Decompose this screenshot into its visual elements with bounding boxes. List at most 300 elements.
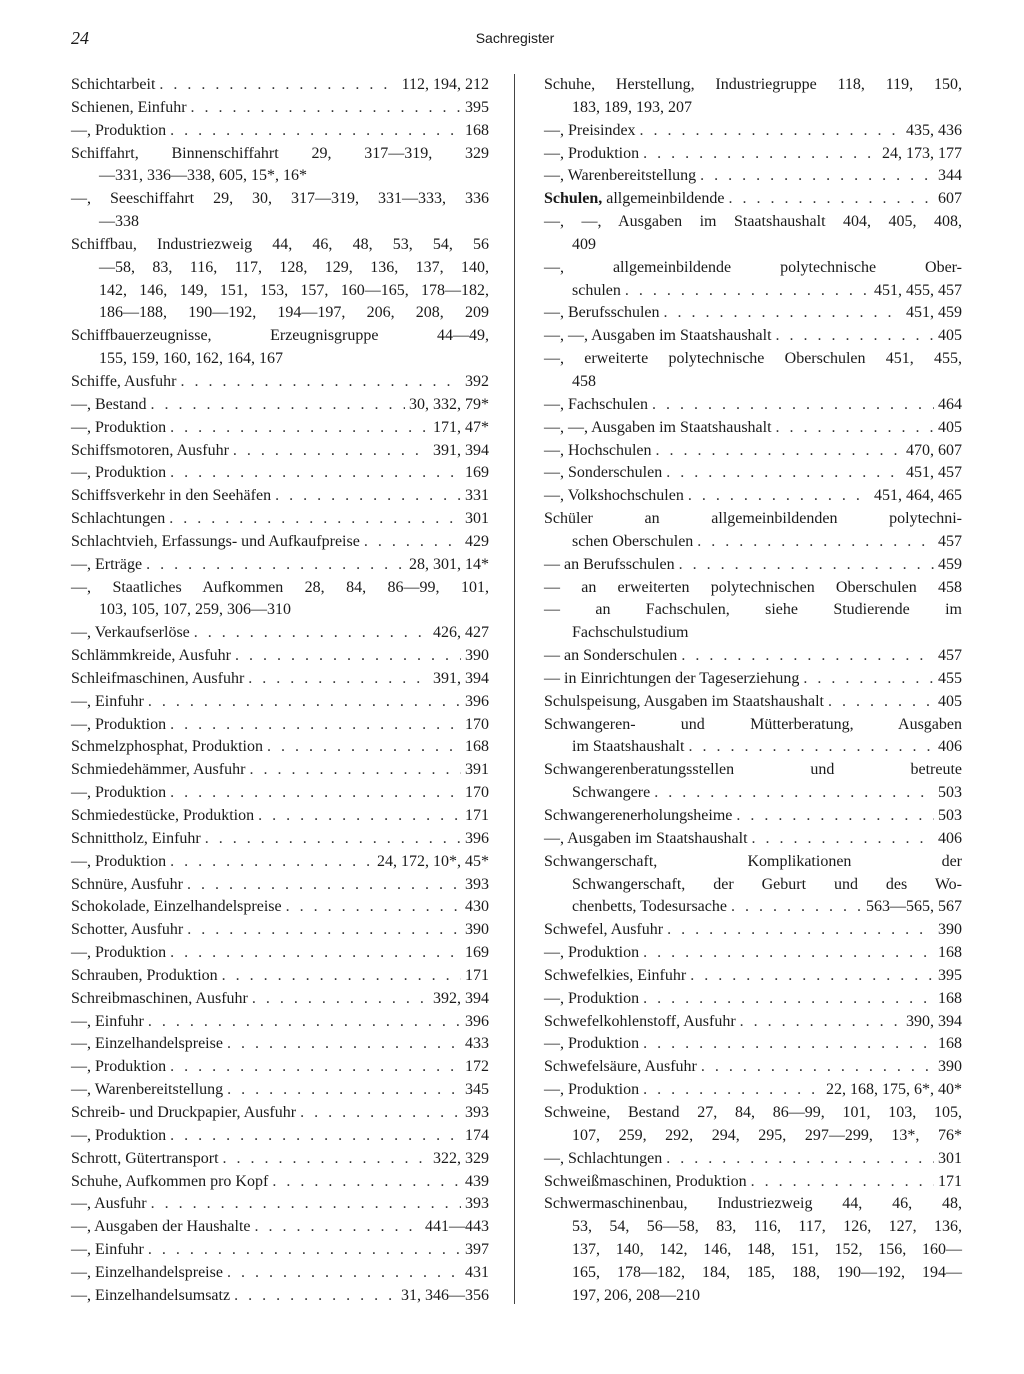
index-term: Schwefelkies, Einfuhr [544,966,687,984]
page-references: 429 [465,532,489,550]
index-entry [71,371,489,394]
index-term: Schiffe, Ausfuhr [71,372,177,390]
index-term: —, Einfuhr [71,692,144,710]
index-entry [71,325,489,371]
index-entry-continuation [544,531,962,554]
page-references: 171 [938,1172,962,1190]
index-term: —, Produktion [544,144,640,162]
dot-leader [654,782,934,805]
index-entry-line [71,1171,489,1194]
index-term: Schleifmaschinen, Ausfuhr [71,669,245,687]
index-entry-continuation [544,874,962,897]
index-term: Schwefelsäure, Ausfuhr [544,1058,697,1076]
dot-leader [828,691,934,714]
page-references: 170 [465,784,489,802]
dot-leader [170,851,373,874]
index-entry-continuation [544,97,962,120]
index-entry [544,988,962,1011]
index-entry-line [544,143,962,166]
index-term: 103, 105, 107, 259, 306—310 [99,601,291,619]
index-entry [71,1171,489,1194]
index-term: —, Produktion [544,1081,640,1099]
index-term: Schwefelkohlenstoff, Ausfuhr [544,1012,736,1030]
index-term: 197, 206, 208—210 [572,1286,700,1304]
index-entry [544,165,962,188]
index-entry-line [544,691,962,714]
index-term: Schwangerenerholungsheime [544,807,733,824]
dot-leader [235,645,461,668]
index-entry [544,691,962,714]
index-entry-line [71,645,489,668]
page-references: 174 [465,1126,489,1144]
page-references: 405 [938,692,962,710]
index-entry-line [71,417,489,440]
dot-leader [170,1125,461,1148]
index-term: Schichtarbeit [71,76,156,93]
index-term: —, Fachschulen [544,395,648,413]
index-entry-line [544,417,962,440]
index-entry-line [71,805,489,828]
dot-leader [222,965,461,988]
index-entry-line [544,554,962,577]
index-entry-line [71,188,489,211]
index-entry [544,188,962,211]
index-entry [71,782,489,805]
page-references: 451, 457 [906,464,962,482]
dot-leader [191,97,461,120]
index-term: Schreib- und Druckpapier, Ausfuhr [71,1103,297,1121]
dot-leader [643,988,934,1011]
index-entry-line [71,919,489,942]
index-entry-line [71,1102,489,1125]
index-term: —338 [99,213,139,231]
index-entry-line [544,805,962,828]
dot-leader [667,919,934,942]
index-term: Schwefel, Ausfuhr [544,921,664,939]
page-references: 168 [465,121,489,139]
index-entry-line [544,1148,962,1171]
index-term: Schulspeisung, Ausgaben im Staatshaushalt [544,692,824,710]
index-entry-line [544,348,962,371]
index-entry-line [544,211,962,234]
index-entry [71,736,489,759]
index-entry [544,714,962,760]
page-references: 169 [465,464,489,482]
dot-leader [223,1148,429,1171]
index-entry [71,965,489,988]
index-entry [71,143,489,189]
dot-leader [169,508,461,531]
index-term: Schwangerenberatungsstellen und betreute [544,761,962,779]
index-entry-continuation [544,234,962,257]
index-term: —58, 83, 116, 117, 128, 129, 136, 137, 140, [99,258,489,276]
index-entry-line [544,599,962,622]
index-entry [71,942,489,965]
index-entry-continuation [544,736,962,759]
index-entry-line [544,462,962,485]
index-term: —, Einzelhandelspreise [71,1263,223,1281]
page-references: 390 [465,921,489,939]
index-term: — an erweiterten polytechnischen Oberschulen 458 [544,578,962,596]
index-term: schen Oberschulen [572,532,694,550]
index-entry [71,874,489,897]
dot-leader [728,188,934,211]
index-entry [544,302,962,325]
dot-leader [776,417,934,440]
dot-leader [159,74,397,97]
dot-leader [234,1285,397,1308]
index-term: —, Seeschiffahrt 29, 30, 317—319, 331—333, 336 [71,190,489,208]
page-references: 393 [465,875,489,893]
index-entry-line [71,508,489,531]
index-entry-continuation [544,896,962,919]
page-references: 503 [938,807,962,824]
page-references: 301 [465,510,489,528]
index-term: Schweine, Bestand 27, 84, 86—99, 101, 103, 105, [544,1103,962,1121]
page-references: 169 [465,944,489,962]
page-references: 322, 329 [433,1149,489,1167]
index-term: Schlachtungen [71,510,166,528]
index-entry [544,120,962,143]
dot-leader [180,371,461,394]
index-entry-continuation [544,1262,962,1285]
index-entry-continuation [71,348,489,371]
index-entry [71,1079,489,1102]
index-entry-continuation [544,782,962,805]
page-references: 24, 172, 10*, 45* [377,852,489,870]
index-entry [544,1033,962,1056]
index-entry-line [544,302,962,325]
dot-leader [151,1193,461,1216]
dot-leader [249,759,461,782]
index-term: —, Bestand [71,395,147,413]
page-references: 24, 173, 177 [882,144,962,162]
dot-leader [752,828,934,851]
page-references: 392 [465,372,489,390]
dot-leader [679,554,934,577]
index-column-left [71,74,489,1308]
index-entry [71,74,489,97]
index-entry-line [71,1056,489,1079]
page-references: 396 [465,692,489,710]
page-references: 171 [465,966,489,984]
index-entry-line [71,965,489,988]
dot-leader [227,1033,461,1056]
index-term: Schuhe, Aufkommen pro Kopf [71,1172,269,1190]
index-entry [544,668,962,691]
index-entry-continuation [71,165,489,188]
index-entry-line [71,668,489,691]
page-references: 396 [465,829,489,847]
index-entry [544,942,962,965]
index-term: —, Staatliches Aufkommen 28, 84, 86—99, 101, [71,578,489,596]
page-references: 391 [465,761,489,779]
dot-leader [300,1102,461,1125]
page-number: 24 [71,28,89,48]
index-entry [71,1285,489,1308]
index-entry-continuation [544,622,962,645]
page-references: 390 [938,921,962,939]
index-entry [544,805,962,828]
index-term: Schwermaschinenbau, Industriezweig 44, 46, 48, [544,1195,962,1213]
dot-leader [643,1079,822,1102]
index-entry-line [71,1239,489,1262]
dot-leader [643,942,934,965]
index-entry [544,325,962,348]
index-entry [71,1102,489,1125]
index-entry [544,508,962,554]
index-term: Schiffbauerzeugnisse, Erzeugnisgruppe 44—49, [71,327,489,345]
dot-leader [170,942,461,965]
index-entry-line [71,371,489,394]
page-references: 393 [465,1195,489,1213]
index-term: chenbetts, Todesursache [572,898,727,916]
page-references: 430 [465,898,489,916]
dot-leader [640,120,902,143]
index-entry-line [544,325,962,348]
dot-leader [275,485,461,508]
index-entry-line [71,736,489,759]
page-references: 170 [465,715,489,733]
index-entry-line [544,508,962,531]
index-term: —, Einzelhandelsumsatz [71,1286,231,1304]
page-references: 405 [938,418,962,436]
dot-leader [170,1056,461,1079]
index-term: 155, 159, 160, 162, 164, 167 [99,350,283,368]
dot-leader [740,1011,902,1034]
index-entry-line [544,1102,962,1125]
index-entry-line [71,1285,489,1308]
dot-leader [803,668,934,691]
index-entry [544,485,962,508]
index-entry-line [71,234,489,257]
index-entry [544,1171,962,1194]
index-entry-line [71,782,489,805]
dot-leader [255,1216,421,1239]
dot-leader [170,462,461,485]
index-entry-line [544,120,962,143]
index-entry-line [71,462,489,485]
index-entry [544,599,962,645]
index-term: Schwangere [572,784,651,802]
index-entry [544,1193,962,1307]
page-references: 397 [465,1241,489,1259]
index-entry [71,440,489,463]
index-term: —, Produktion [71,418,167,436]
dot-leader [690,965,934,988]
index-term: 183, 189, 193, 207 [572,98,692,116]
index-entry-line [71,1148,489,1171]
page-references: 431 [465,1263,489,1281]
index-entry [71,462,489,485]
index-term: —, Produktion [544,1035,640,1053]
dot-leader [681,645,934,668]
index-term: —, erweiterte polytechnische Oberschulen 451, 455, [544,350,962,368]
index-entry-line [71,120,489,143]
index-entry-line [71,577,489,600]
index-entry [544,554,962,577]
dot-leader [688,485,870,508]
index-term: —, Volkshochschulen [544,487,684,505]
index-term: im Staatshaushalt [572,738,685,756]
index-entry [71,1011,489,1034]
index-term: —, —, Ausgaben im Staatshaushalt [544,327,772,345]
index-entry [544,440,962,463]
index-entry [71,485,489,508]
index-term-rest: allgemeinbildende [606,190,725,208]
index-term: —, Produktion [544,989,640,1007]
dot-leader [146,554,405,577]
index-entry [71,188,489,234]
index-entry-line [71,1011,489,1034]
index-entry-line [71,485,489,508]
page-references: 395 [938,966,962,984]
index-term: —, —, Ausgaben im Staatshaushalt 404, 405, 408, [544,213,962,231]
index-entry-line [544,851,962,874]
index-term: 165, 178—182, 184, 185, 188, 190—192, 194— [572,1263,962,1281]
index-column-right [544,74,962,1308]
dot-leader [666,462,902,485]
dot-leader [227,1262,461,1285]
index-term [544,188,724,211]
dot-leader [227,1079,461,1102]
index-entry [71,531,489,554]
index-entry [71,1033,489,1056]
page-references: 441—443 [425,1218,489,1236]
page-references: 451, 464, 465 [874,487,962,505]
index-entry-line [544,1033,962,1056]
index-entry [544,1079,962,1102]
index-entry-line [71,1033,489,1056]
index-entry-line [71,691,489,714]
page-references: 393 [465,1103,489,1121]
index-entry-continuation [71,302,489,325]
index-entry-line [544,1193,962,1216]
index-term: —, Warenbereitstellung [71,1081,224,1099]
index-term: —331, 336—338, 605, 15*, 16* [99,167,307,185]
dot-leader [688,736,934,759]
index-entry [71,691,489,714]
index-entry [544,577,962,600]
dot-leader [170,417,429,440]
index-entry-continuation [544,280,962,303]
index-term: Schnittholz, Einfuhr [71,829,201,847]
index-entry-line [544,965,962,988]
page-references: 391, 394 [433,669,489,687]
index-term: —, Berufsschulen [544,304,660,322]
index-entry [544,348,962,394]
index-entry-line [71,988,489,1011]
index-entry-continuation [544,371,962,394]
index-term: —, Produktion [71,715,167,733]
page-references: 459 [938,555,962,573]
index-entry [71,1125,489,1148]
index-term: — in Einrichtungen der Tageserziehung [544,669,800,687]
page-references: 405 [938,327,962,345]
index-term: —, Einfuhr [71,1241,144,1259]
index-term: —, Ausgaben der Haushalte [71,1218,251,1236]
index-entry [71,1239,489,1262]
dot-leader [205,828,461,851]
index-term: Schmelzphosphat, Produktion [71,738,263,756]
index-entry-continuation [71,599,489,622]
page-references: 31, 346—356 [401,1286,489,1304]
index-entry [544,211,962,257]
index-entry-line [71,828,489,851]
index-entry-line [544,1079,962,1102]
index-entry-line [544,165,962,188]
index-entry [544,1056,962,1079]
index-term: Schrauben, Produktion [71,966,218,984]
index-entry-line [544,828,962,851]
dot-leader [364,531,461,554]
page-references: 112, 194, 212 [401,76,489,93]
page-references: 503 [938,784,962,802]
page-references: 28, 301, 14* [409,555,489,573]
index-entry [71,828,489,851]
index-term: Schweißmaschinen, Produktion [544,1172,747,1190]
index-entry [71,645,489,668]
index-entry-continuation [544,1125,962,1148]
index-entry [71,1056,489,1079]
index-entry [544,462,962,485]
page-references: 406 [938,738,962,756]
index-entry-line [544,714,962,737]
index-term: —, Schlachtungen [544,1149,663,1167]
index-term: —, Verkaufserlöse [71,624,190,642]
index-entry [71,622,489,645]
index-term: —, Preisindex [544,121,636,139]
dot-leader [736,805,934,828]
index-term: —, Produktion [71,852,167,870]
index-entry [71,1262,489,1285]
index-entry [544,417,962,440]
index-entry-line [71,1125,489,1148]
dot-leader [666,1148,934,1171]
page-references: 435, 436 [906,121,962,139]
index-entry-line [71,325,489,348]
index-term: —, Hochschulen [544,441,652,459]
index-entry-line [544,394,962,417]
page-references: 451, 455, 457 [874,281,962,299]
index-term: — an Sonderschulen [544,647,678,665]
index-term: Schiffsverkehr in den Seehäfen [71,487,272,505]
index-entry-line [544,1056,962,1079]
index-entry [71,1216,489,1239]
dot-leader [656,440,902,463]
page-references: 457 [938,647,962,665]
index-entry [71,120,489,143]
dot-leader [148,1011,461,1034]
page-references: 433 [465,1035,489,1053]
dot-leader [652,394,934,417]
index-term: 137, 140, 142, 146, 148, 151, 152, 156, 160— [572,1241,962,1259]
page-references: 171 [465,807,489,824]
dot-leader [776,325,934,348]
page-references: 406 [938,829,962,847]
index-term: —, Einzelhandelspreise [71,1035,223,1053]
index-term: Schokolade, Einzelhandelspreise [71,898,282,916]
index-term: Schmiedestücke, Produktion [71,807,255,824]
dot-leader [286,896,461,919]
index-term: Schotter, Ausfuhr [71,921,184,939]
index-entry-continuation [544,1239,962,1262]
page-references: 22, 168, 175, 6*, 40* [826,1081,962,1099]
index-term: 409 [572,235,596,253]
index-entry [544,394,962,417]
index-entry [71,759,489,782]
index-term: —, Erträge [71,555,143,573]
